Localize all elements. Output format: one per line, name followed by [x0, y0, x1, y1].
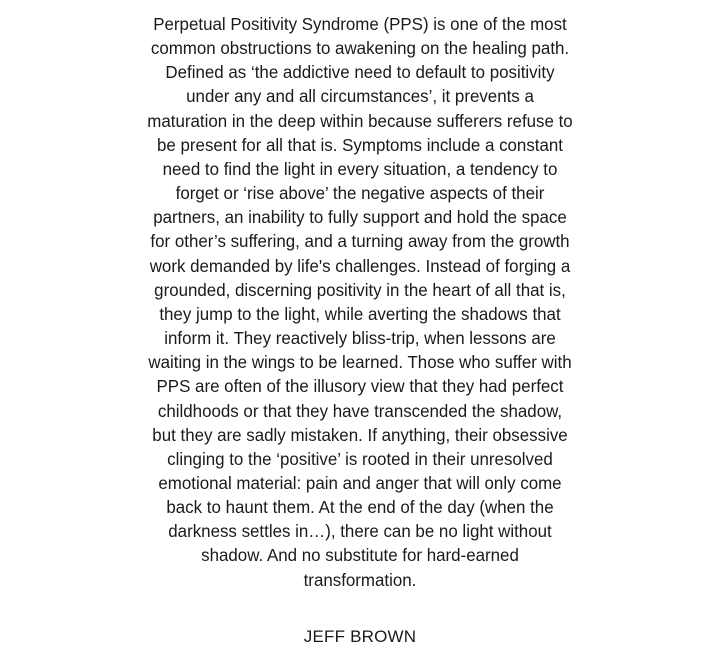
author-name: JEFF BROWN — [303, 627, 417, 646]
quote-line: need to find the light in every situation, a tendency to — [162, 158, 558, 179]
quote-line: childhoods or that they have transcended the shadow, — [157, 400, 563, 421]
quote-line: emotional material: pain and anger that will only come — [158, 472, 562, 493]
quote-line: forget or ‘rise above’ the negative aspects of their — [175, 183, 545, 204]
quote-line: grounded, discerning positivity in the heart of all that is, — [154, 279, 566, 300]
quote-line: PPS are often of the illusory view that they had perfect — [156, 376, 564, 397]
quote-line: be present for all that is. Symptoms include a constant — [157, 134, 563, 155]
quote-line: they jump to the light, while averting the shadows that — [159, 303, 561, 324]
quote-line: under any and all circumstances’, it prevents a — [186, 86, 534, 107]
quote-text — [0, 12, 720, 592]
quote-line: transformation. — [303, 569, 417, 590]
quote-line: common obstructions to awakening on the healing path. — [150, 38, 570, 59]
quote-line: back to haunt them. At the end of the day (when the — [166, 497, 554, 518]
quote-line: partners, an inability to fully support and hold the space — [153, 207, 567, 228]
quote-line: clinging to the ‘positive’ is rooted in their unresolved — [167, 448, 553, 469]
quote-line: darkness settles in…), there can be no light without — [168, 521, 552, 542]
quote-line: shadow. And no substitute for hard-earned — [201, 545, 519, 566]
quote-line: waiting in the wings to be learned. Those who suffer with — [148, 352, 572, 373]
quote-line: Defined as ‘the addictive need to default to positivity — [165, 62, 555, 83]
quote-line: but they are sadly mistaken. If anything, their obsessive — [152, 424, 568, 445]
quote-line: for other’s suffering, and a turning away from the growth — [150, 231, 570, 252]
quote-line: maturation in the deep within because sufferers refuse to — [147, 110, 573, 131]
quote-line: inform it. They reactively bliss-trip, when lessons are — [164, 328, 556, 349]
quote-line: Perpetual Positivity Syndrome (PPS) is one of the most — [153, 14, 567, 34]
quote-line: work demanded by life's challenges. Instead of forging a — [149, 255, 571, 276]
